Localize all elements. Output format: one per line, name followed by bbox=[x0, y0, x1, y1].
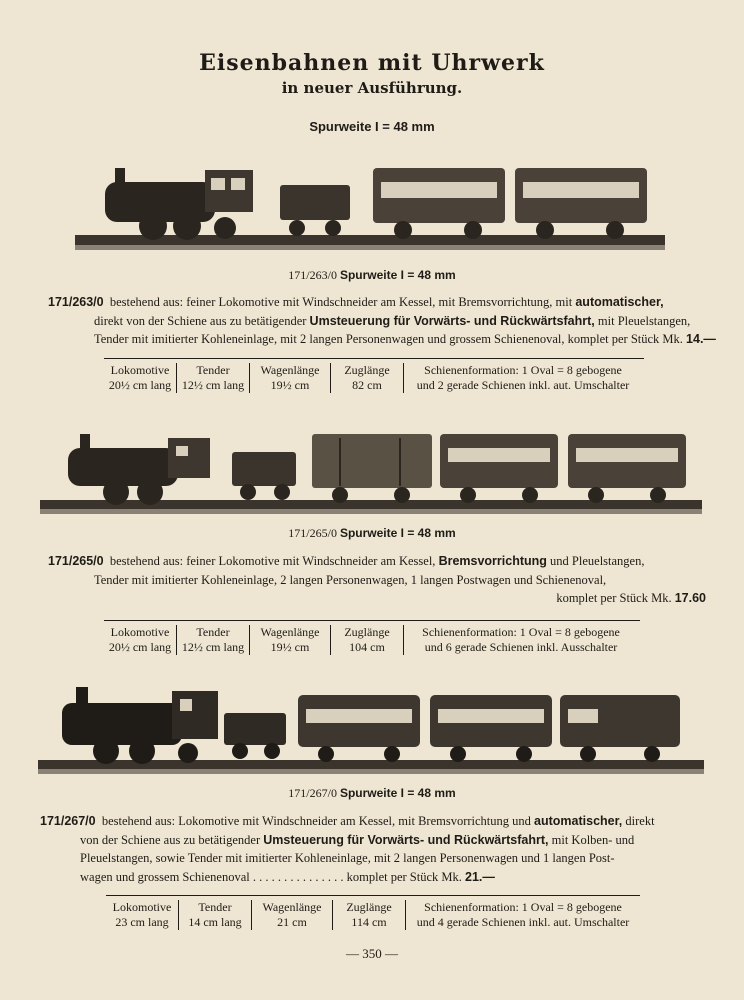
spec-train-length: Zuglänge 82 cm bbox=[331, 363, 404, 393]
tender bbox=[232, 452, 296, 500]
mail-car bbox=[312, 434, 432, 503]
spec-locomotive: Lokomotive 20½ cm lang bbox=[104, 363, 177, 393]
spec-tender: Tender 14 cm lang bbox=[179, 900, 252, 930]
set-description-1 bbox=[48, 293, 718, 349]
mail-car bbox=[560, 695, 680, 762]
tender bbox=[280, 185, 350, 236]
set-description-2 bbox=[48, 552, 706, 608]
spec-car-length: Wagenlänge 21 cm bbox=[252, 900, 333, 930]
track bbox=[40, 500, 702, 514]
spec-locomotive: Lokomotive 20½ cm lang bbox=[104, 625, 177, 655]
locomotive bbox=[68, 434, 210, 505]
spec-tender: Tender 12½ cm lang bbox=[177, 625, 250, 655]
set-description-3 bbox=[40, 812, 710, 886]
locomotive bbox=[105, 168, 253, 240]
desc-line: Tender mit imitierter Kohleneinlage, mit 2 langen Personenwagen und grossem Schienenoval, komplet per Stück Mk. 14.— bbox=[94, 332, 716, 346]
gauge-heading: Spurweite I = 48 mm bbox=[309, 119, 435, 134]
passenger-car bbox=[298, 695, 420, 762]
spec-table-1 bbox=[104, 358, 644, 393]
train-caption-3: 171/267/0 Spurweite I = 48 mm bbox=[288, 786, 456, 800]
desc-line: Pleuelstangen, sowie Tender mit imitierter Kohleneinlage, mit 2 langen Personenwagen und 1 langen Post- bbox=[80, 851, 615, 865]
desc-line: komplet per Stück Mk. 17.60 bbox=[556, 591, 706, 605]
page-title: Eisenbahnen mit Uhrwerk bbox=[199, 50, 545, 76]
passenger-car bbox=[515, 168, 647, 239]
train-caption-2: 171/265/0 Spurweite I = 48 mm bbox=[288, 526, 456, 540]
train-illustration-1 bbox=[75, 160, 665, 260]
page-number: — 350 — bbox=[346, 946, 398, 961]
spec-track-layout: Schienenformation: 1 Oval = 8 gebogene und 4 gerade Schienen inkl. aut. Umschalter bbox=[416, 900, 630, 929]
spec-tender: Tender 12½ cm lang bbox=[177, 363, 250, 393]
passenger-car bbox=[568, 434, 686, 503]
page-subtitle: in neuer Ausführung. bbox=[281, 79, 463, 97]
desc-line: von der Schiene aus zu betätigender Umsteuerung für Vorwärts- und Rückwärtsfahrt, mit Kolben- und bbox=[80, 832, 635, 847]
passenger-car bbox=[440, 434, 558, 503]
spec-car-length: Wagenlänge 19½ cm bbox=[250, 363, 331, 393]
locomotive bbox=[62, 687, 218, 764]
passenger-car bbox=[430, 695, 552, 762]
spec-train-length: Zuglänge 114 cm bbox=[333, 900, 406, 930]
spec-locomotive: Lokomotive 23 cm lang bbox=[106, 900, 179, 930]
track bbox=[75, 235, 665, 250]
desc-line: direkt von der Schiene aus zu betätigender Umsteuerung für Vorwärts- und Rückwärtsfahrt, mit Pleuelstangen, bbox=[94, 313, 691, 328]
train-caption-1: 171/263/0 Spurweite I = 48 mm bbox=[288, 268, 456, 282]
spec-track-layout: Schienenformation: 1 Oval = 8 gebogene und 6 gerade Schienen inkl. Ausschalter bbox=[422, 625, 620, 654]
spec-table-2 bbox=[104, 620, 640, 655]
spec-car-length: Wagenlänge 19½ cm bbox=[250, 625, 331, 655]
tender bbox=[224, 713, 286, 759]
desc-line: 171/263/0 bestehend aus: feiner Lokomotive mit Windschneider am Kessel, mit Bremsvorrichtung, mit automatischer, bbox=[48, 295, 664, 309]
passenger-car bbox=[373, 168, 505, 239]
spec-train-length: Zuglänge 104 cm bbox=[331, 625, 404, 655]
desc-line: Tender mit imitierter Kohleneinlage, 2 langen Personenwagen, 1 langen Postwagen und Schienenoval, bbox=[94, 572, 607, 587]
train-illustration-3 bbox=[38, 685, 704, 780]
desc-line: wagen und grossem Schienenoval . . . . . . . . . . . . . . . komplet per Stück Mk. 21.— bbox=[80, 869, 495, 884]
desc-line: 171/265/0 bestehend aus: feiner Lokomotive mit Windschneider am Kessel, Bremsvorrichtung und Pleuelstangen, bbox=[48, 554, 645, 568]
train-illustration-2 bbox=[40, 428, 702, 518]
spec-table-3 bbox=[106, 895, 640, 930]
desc-line: 171/267/0 bestehend aus: Lokomotive mit Windschneider am Kessel, mit Bremsvorrichtung und automatischer, direkt bbox=[40, 814, 655, 828]
spec-track-layout: Schienenformation: 1 Oval = 8 gebogene und 2 gerade Schienen inkl. aut. Umschalter bbox=[416, 363, 630, 392]
